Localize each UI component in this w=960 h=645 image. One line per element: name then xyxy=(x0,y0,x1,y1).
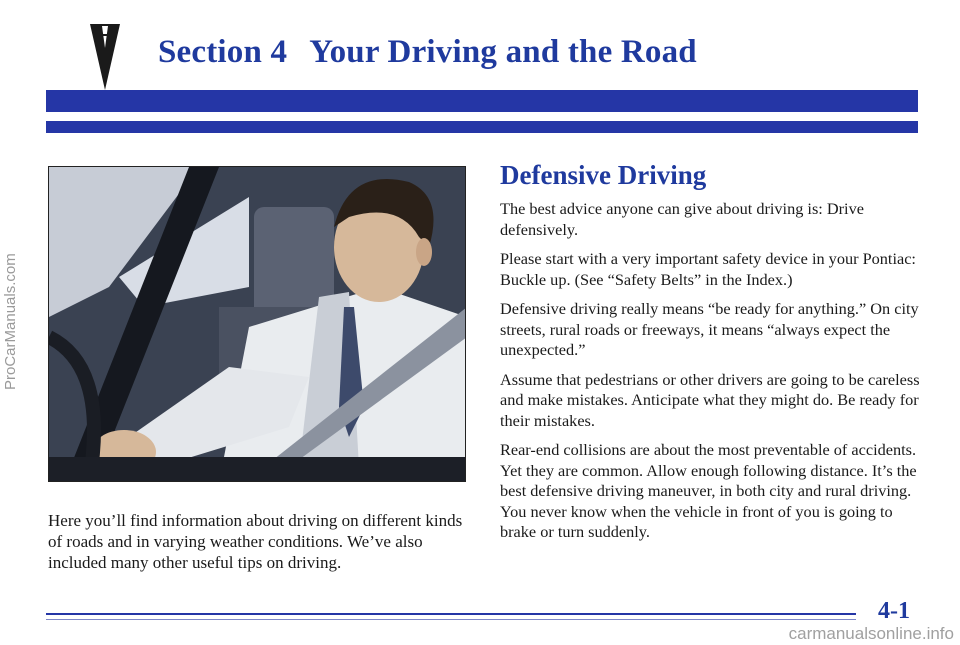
paragraph: Assume that pedestrians or other drivers are going to be careless and make mistakes. Anticipate what they might do. Be ready for their mistakes. xyxy=(500,369,920,430)
defensive-driving-heading: Defensive Driving xyxy=(500,160,707,190)
section-label: Section 4 xyxy=(158,34,288,70)
paragraph: Defensive driving really means “be ready for anything.” On city streets, rural roads or freeways, it means “always expect the unexpected.” xyxy=(500,299,919,359)
footer-rule-thin xyxy=(46,619,856,620)
section-title xyxy=(158,34,697,71)
paragraph: Rear-end collisions are about the most preventable of accidents. Yet they are common. Allow enough following distance. It’s the best defensive driving maneuver, in both city and rural driving. You never know when the vehicle in front of you is going to brake or turn suddenly. xyxy=(500,440,917,541)
watermark-bottom: carmanualsonline.info xyxy=(788,624,954,643)
paragraph: The best advice anyone can give about driving is: Drive defensively. xyxy=(500,199,864,239)
footer-rule xyxy=(46,613,856,615)
header-band xyxy=(46,90,918,112)
section-name: Your Driving and the Road xyxy=(309,34,697,70)
pontiac-logo-icon xyxy=(90,20,120,92)
header-band-thin xyxy=(46,121,918,133)
section-intro-caption: Here you’ll find information about driving on different kinds of roads and in varying weather conditions. We’ve also included many other useful tips on driving. xyxy=(48,511,463,572)
watermark-left: ProCarManuals.com xyxy=(2,253,19,390)
paragraph: Please start with a very important safety device in your Pontiac: Buckle up. (See “Safety Belts” in the Index.) xyxy=(500,249,916,289)
driver-illustration xyxy=(48,166,466,482)
defensive-driving-body xyxy=(500,199,925,552)
man-driving-with-seatbelt-icon xyxy=(49,167,466,482)
page-number: 4-1 xyxy=(878,598,910,624)
